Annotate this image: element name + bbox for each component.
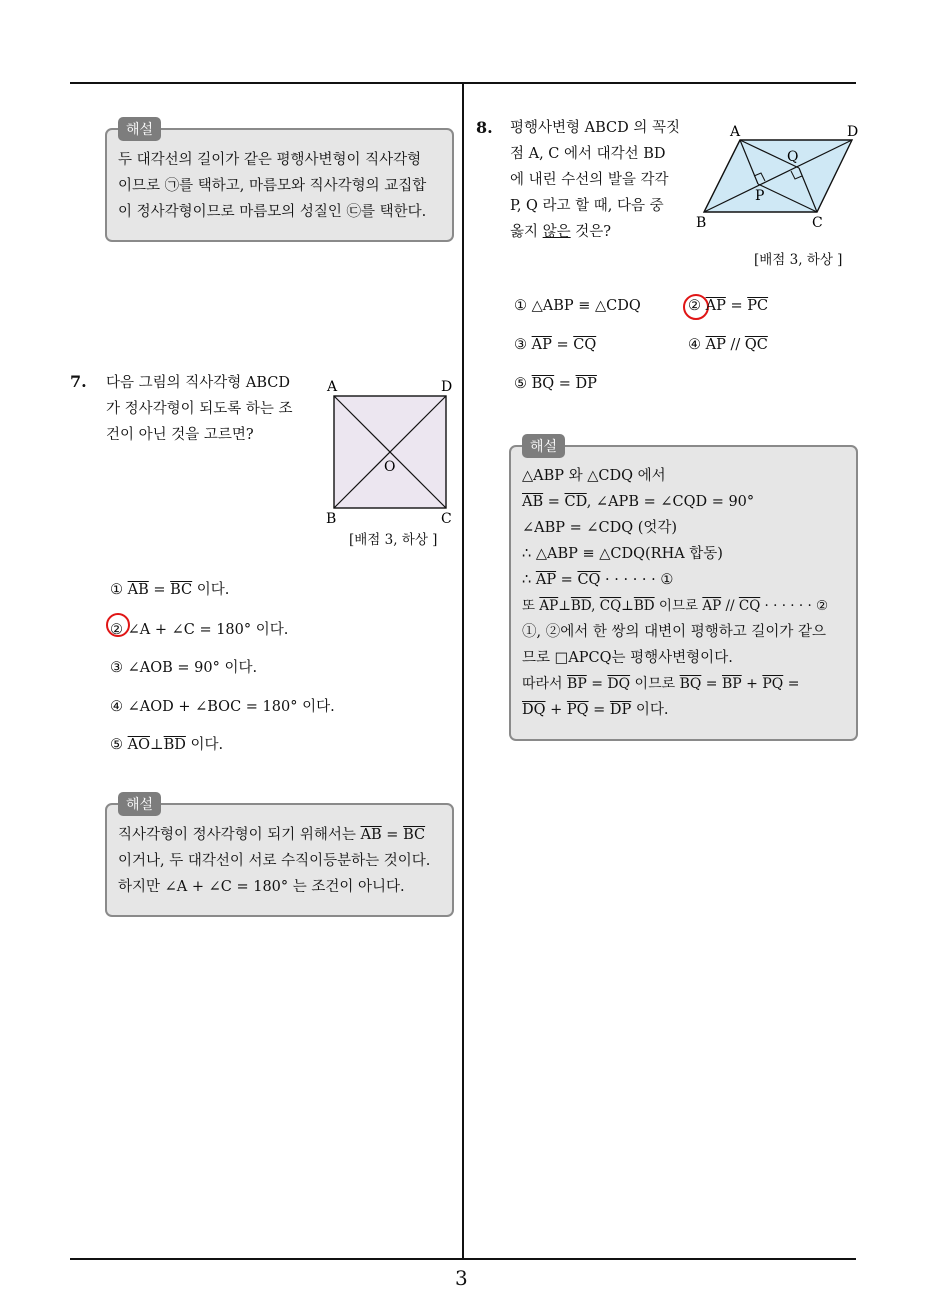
- score-label: [배점 3, 하상 ]: [754, 252, 843, 268]
- solution-tag: 해설: [118, 117, 161, 141]
- solution-line: ∠ABP = ∠CDQ (엇각): [522, 520, 678, 536]
- label-a: A: [730, 124, 741, 140]
- label-b: B: [696, 215, 707, 231]
- option-number: ③: [514, 337, 527, 353]
- label-p: P: [755, 188, 765, 204]
- solution-line: $\overline{DQ} + \overline{PQ} = \overline{DP}$ 이다.: [522, 702, 669, 718]
- solution-line: ∴ $\overline{AP} = \overline{CQ}$ · · · · · · ①: [522, 572, 674, 588]
- option-3[interactable]: ③ ∠AOB = 90° 이다.: [110, 660, 258, 676]
- solution-line: 이 정사각형이므로 마름모의 성질인 ㉢를 택한다.: [118, 204, 427, 220]
- option-number: ①: [514, 298, 527, 314]
- option-number: ②: [110, 622, 123, 638]
- solution-box-8: [509, 445, 858, 741]
- option-number: ⑤: [110, 737, 123, 753]
- option-number: ④: [688, 337, 701, 353]
- solution-line: 또 $\overline{AP}\perp\overline{BD}$, $\overline{CQ}\perp\overline{BD}$ 이므로 $\overline{AP} // \overline{CQ}$ · · · · · · ②: [522, 598, 829, 614]
- question-text: 에 내린 수선의 발을 각각: [510, 172, 669, 188]
- question-text: 점 A, C 에서 대각선 BD: [510, 146, 666, 162]
- solution-line: ∴ △ABP ≡ △CDQ(RHA 합동): [522, 546, 723, 562]
- question-text: 평행사변형 ABCD 의 꼭짓: [510, 120, 680, 136]
- solution-tag: 해설: [118, 792, 161, 816]
- option-4[interactable]: ④ $\overline{AP} // \overline{QC}$: [688, 337, 768, 353]
- label-d: D: [441, 379, 453, 395]
- option-number: ⑤: [514, 376, 527, 392]
- solution-line: 따라서 $\overline{BP} = \overline{DQ}$ 이므로 $\overline{BQ} = \overline{BP} + \overline{PQ}$ =: [522, 676, 800, 692]
- option-number: ②: [688, 298, 701, 314]
- square-figure: [320, 374, 460, 534]
- question-text: 가 정사각형이 되도록 하는 조: [106, 401, 293, 417]
- solution-line: 이므로 ㉠를 택하고, 마름모와 직사각형의 교집합: [118, 178, 427, 194]
- parallelogram-figure: [690, 120, 862, 235]
- option-number: ③: [110, 660, 123, 676]
- solution-line: △ABP 와 △CDQ 에서: [522, 468, 666, 484]
- solution-line: ①, ②에서 한 쌍의 대변이 평행하고 길이가 같으: [522, 624, 826, 640]
- question-text: 다음 그림의 직사각형 ABCD: [106, 375, 291, 391]
- option-5[interactable]: ⑤ $\overline{BQ} = \overline{DP}$: [514, 376, 597, 392]
- solution-line: 하지만 ∠A + ∠C = 180° 는 조건이 아니다.: [118, 879, 405, 895]
- option-number: ④: [110, 699, 123, 715]
- solution-line: 직사각형이 정사각형이 되기 위해서는 $\overline{AB} = \overline{BC}$: [118, 827, 426, 843]
- option-4[interactable]: ④ ∠AOD + ∠BOC = 180° 이다.: [110, 699, 335, 715]
- option-2[interactable]: ② ∠A + ∠C = 180° 이다.: [110, 622, 289, 638]
- label-a: A: [327, 379, 338, 395]
- label-c: C: [441, 511, 452, 527]
- label-d: D: [847, 124, 859, 140]
- label-o: O: [384, 459, 396, 475]
- question-text: 옳지 않은 것은?: [510, 224, 612, 240]
- question-text: 건이 아닌 것을 고르면?: [106, 427, 254, 443]
- bottom-rule: [70, 1258, 856, 1260]
- solution-line: 두 대각선의 길이가 같은 평행사변형이 직사각형: [118, 152, 422, 168]
- score-label: [배점 3, 하상 ]: [349, 532, 438, 548]
- solution-line: 므로 □APCQ는 평행사변형이다.: [522, 650, 733, 666]
- option-1[interactable]: ① $\overline{AB} = \overline{BC}$ 이다.: [110, 582, 230, 598]
- label-q: Q: [787, 149, 799, 165]
- option-1[interactable]: ① △ABP ≡ △CDQ: [514, 298, 641, 314]
- label-c: C: [812, 215, 823, 231]
- option-3[interactable]: ③ $\overline{AP} = \overline{CQ}$: [514, 337, 597, 353]
- solution-tag: 해설: [522, 434, 565, 458]
- label-b: B: [326, 511, 337, 527]
- solution-line: 이거나, 두 대각선이 서로 수직이등분하는 것이다.: [118, 853, 431, 869]
- column-divider: [462, 84, 464, 1259]
- question-number: 7.: [70, 372, 87, 391]
- option-5[interactable]: ⑤ $\overline{AO}\perp\overline{BD}$ 이다.: [110, 737, 224, 753]
- question-text: P, Q 라고 할 때, 다음 중: [510, 198, 664, 214]
- question-number: 8.: [476, 118, 493, 137]
- page-number: 3: [455, 1266, 468, 1290]
- option-2[interactable]: ② $\overline{AP} = \overline{PC}$: [688, 298, 769, 314]
- option-number: ①: [110, 582, 123, 598]
- solution-line: $\overline{AB} = \overline{CD}$, ∠APB = ∠CQD = 90°: [522, 494, 755, 510]
